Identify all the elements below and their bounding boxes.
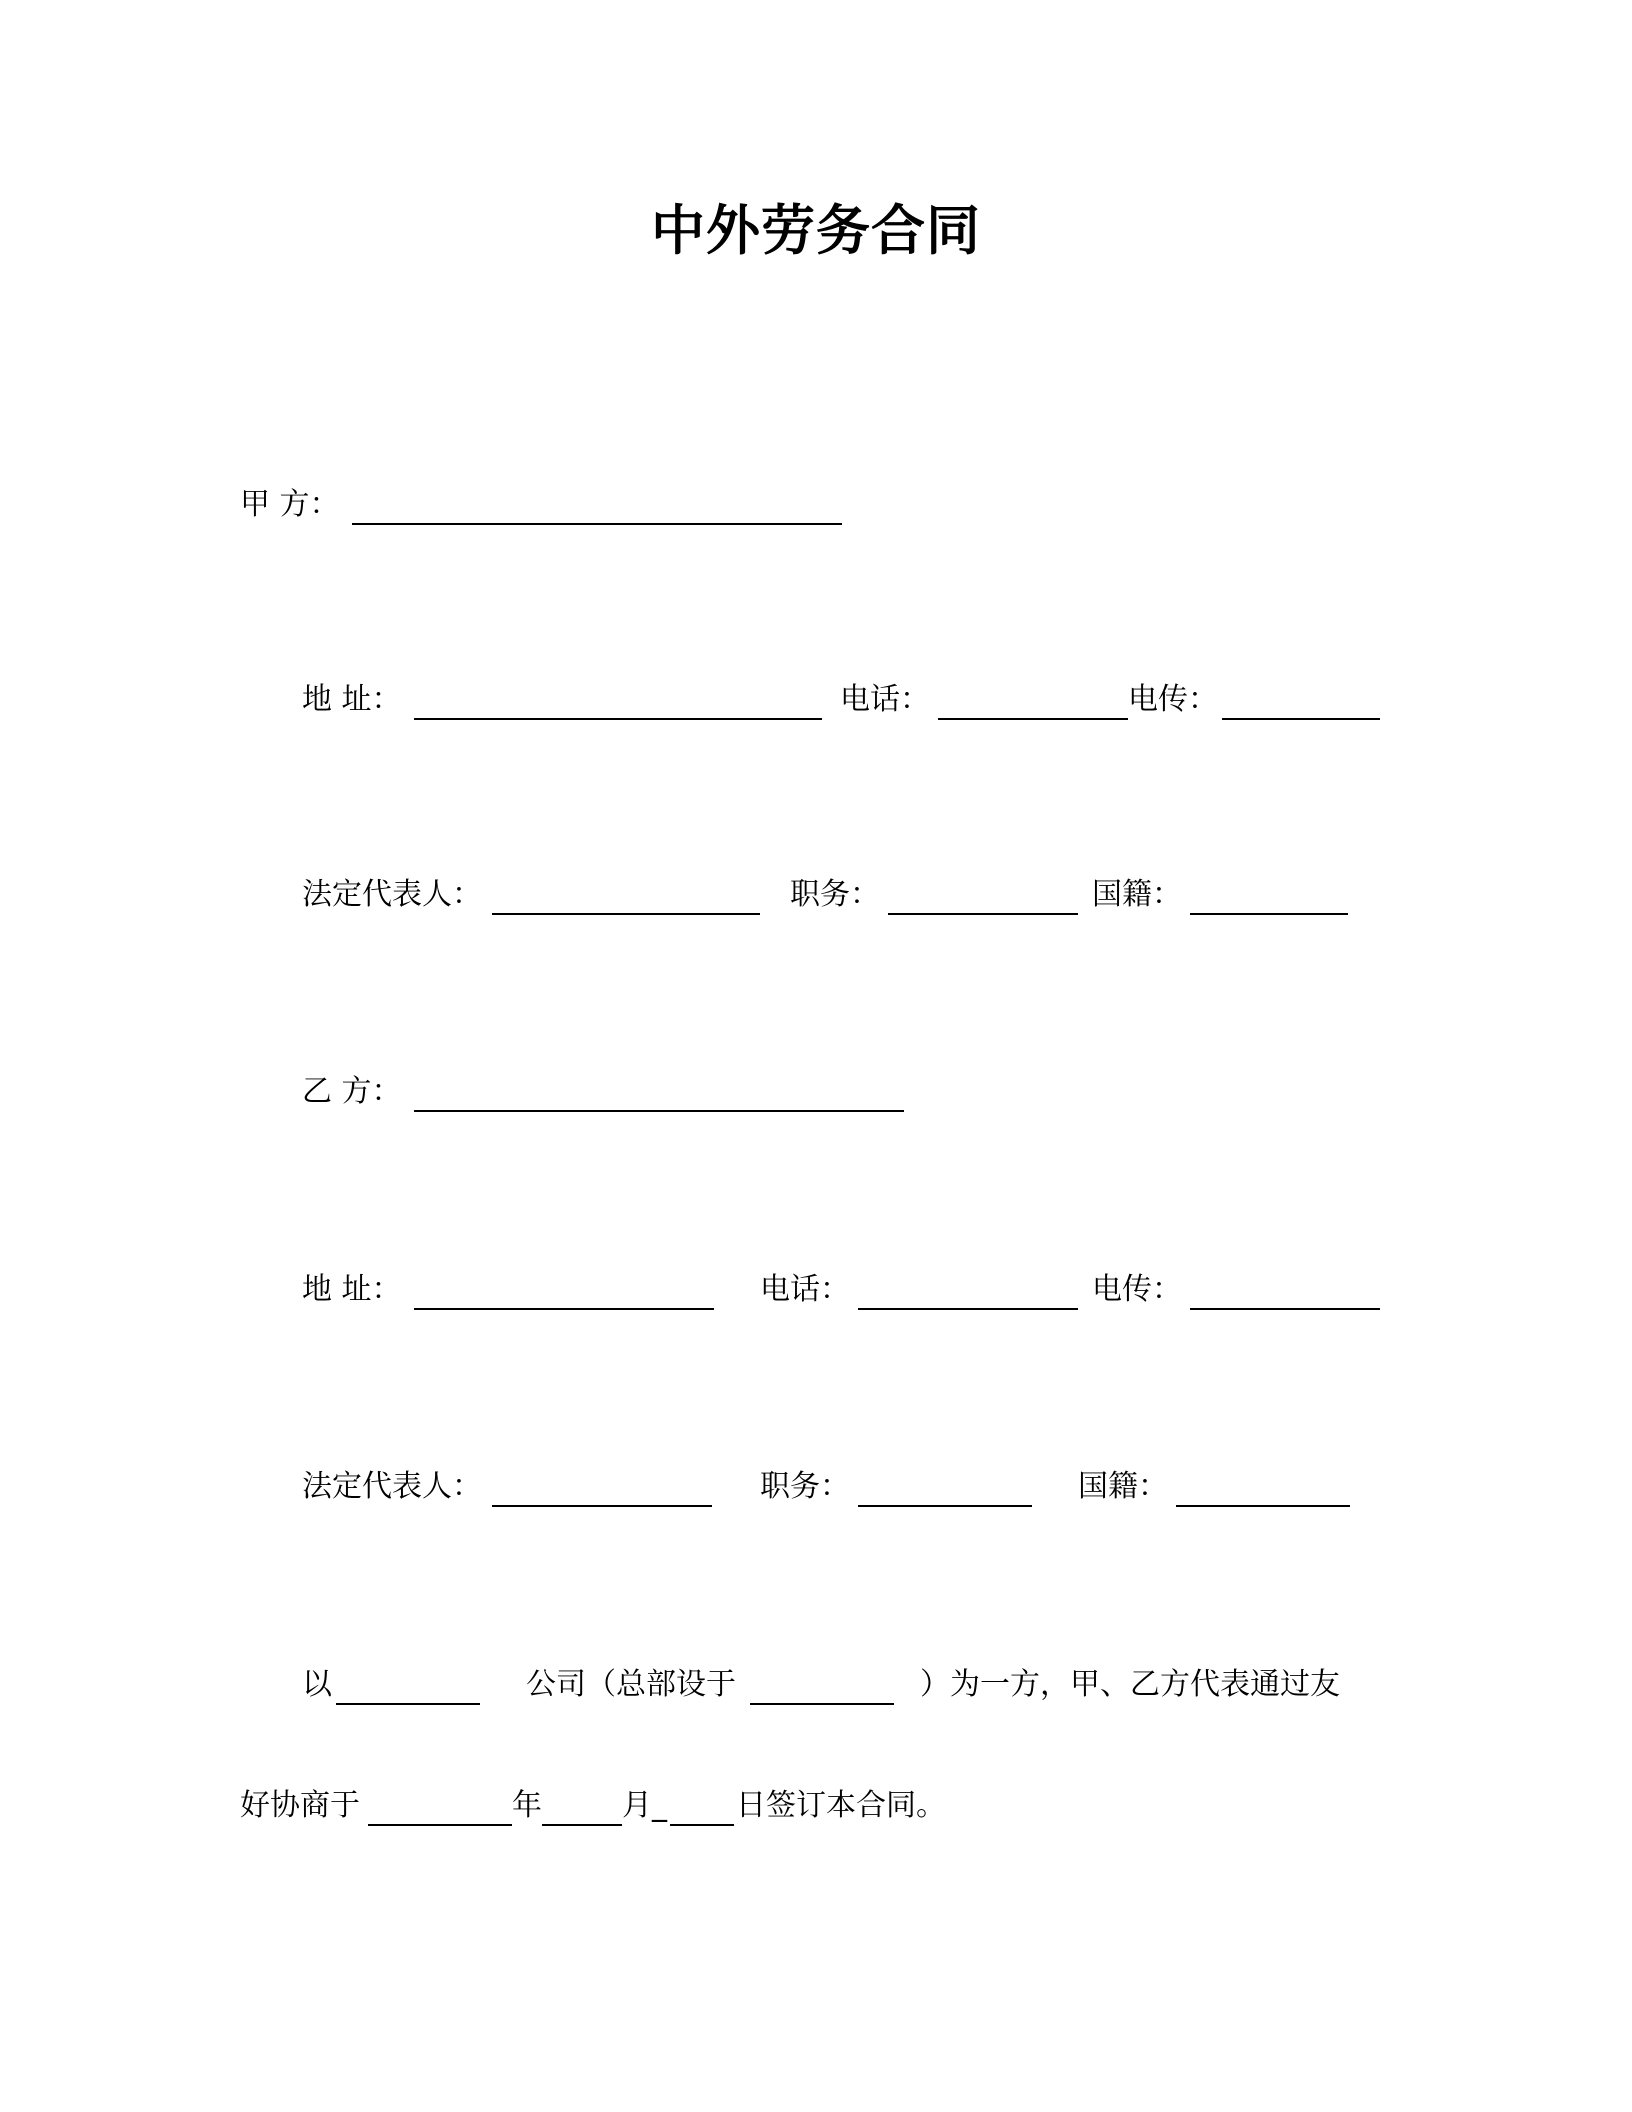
party-b-address-label: 地 址： — [302, 1272, 402, 1307]
party-b-nationality-label: 国籍： — [1078, 1469, 1168, 1504]
party-b-phone-label: 电话： — [760, 1272, 850, 1307]
preamble-headquarters-field[interactable] — [750, 1703, 894, 1705]
document-title: 中外劳务合同 — [651, 199, 981, 262]
party-b-address-row — [302, 1270, 1502, 1310]
party-a-row — [240, 485, 1440, 525]
party-b-fax-label: 电传： — [1092, 1272, 1182, 1307]
preamble-company-text: 公司（总部设于 — [526, 1667, 736, 1702]
party-b-rep-field[interactable] — [492, 1505, 712, 1507]
party-b-name-field[interactable] — [414, 1110, 904, 1112]
sign-year-label: 年 — [512, 1788, 542, 1823]
party-b-phone-field[interactable] — [858, 1308, 1078, 1310]
sign-closing-text: 日签订本合同。 — [736, 1788, 946, 1823]
party-a-position-label: 职务： — [790, 877, 880, 912]
preamble-agree-text: 好协商于 — [240, 1788, 360, 1823]
sign-month-field[interactable] — [542, 1824, 622, 1826]
party-a-position-field[interactable] — [888, 913, 1078, 915]
party-b-position-label: 职务： — [760, 1469, 850, 1504]
preamble-party-field[interactable] — [336, 1703, 480, 1705]
preamble-line-2 — [240, 1786, 1440, 1826]
sign-underscore-mark: _ — [652, 1788, 667, 1823]
party-a-rep-label: 法定代表人： — [302, 877, 482, 912]
party-a-nationality-label: 国籍： — [1092, 877, 1182, 912]
preamble-suffix-text: ）为一方，甲、乙方代表通过友 — [920, 1667, 1340, 1702]
party-b-row — [302, 1072, 1502, 1112]
preamble-prefix: 以 — [302, 1667, 332, 1702]
party-a-label: 甲 方： — [240, 487, 340, 522]
sign-month-label: 月 — [622, 1788, 652, 1823]
party-b-position-field[interactable] — [858, 1505, 1032, 1507]
party-a-fax-label: 电传： — [1128, 682, 1218, 717]
party-a-nationality-field[interactable] — [1190, 913, 1348, 915]
sign-year-field[interactable] — [368, 1824, 512, 1826]
party-b-address-field[interactable] — [414, 1308, 714, 1310]
party-a-name-field[interactable] — [352, 523, 842, 525]
party-a-phone-field[interactable] — [938, 718, 1128, 720]
party-a-rep-field[interactable] — [492, 913, 760, 915]
sign-day-field[interactable] — [670, 1824, 734, 1826]
party-a-phone-label: 电话： — [840, 682, 930, 717]
party-a-fax-field[interactable] — [1222, 718, 1380, 720]
party-a-address-field[interactable] — [414, 718, 822, 720]
party-b-fax-field[interactable] — [1190, 1308, 1380, 1310]
party-b-nationality-field[interactable] — [1176, 1505, 1350, 1507]
preamble-line-1 — [302, 1665, 1502, 1705]
party-a-rep-row — [302, 875, 1502, 915]
party-a-address-row — [302, 680, 1502, 720]
party-b-rep-label: 法定代表人： — [302, 1469, 482, 1504]
party-b-rep-row — [302, 1467, 1502, 1507]
party-b-label: 乙 方： — [302, 1074, 402, 1109]
party-a-address-label: 地 址： — [302, 682, 402, 717]
